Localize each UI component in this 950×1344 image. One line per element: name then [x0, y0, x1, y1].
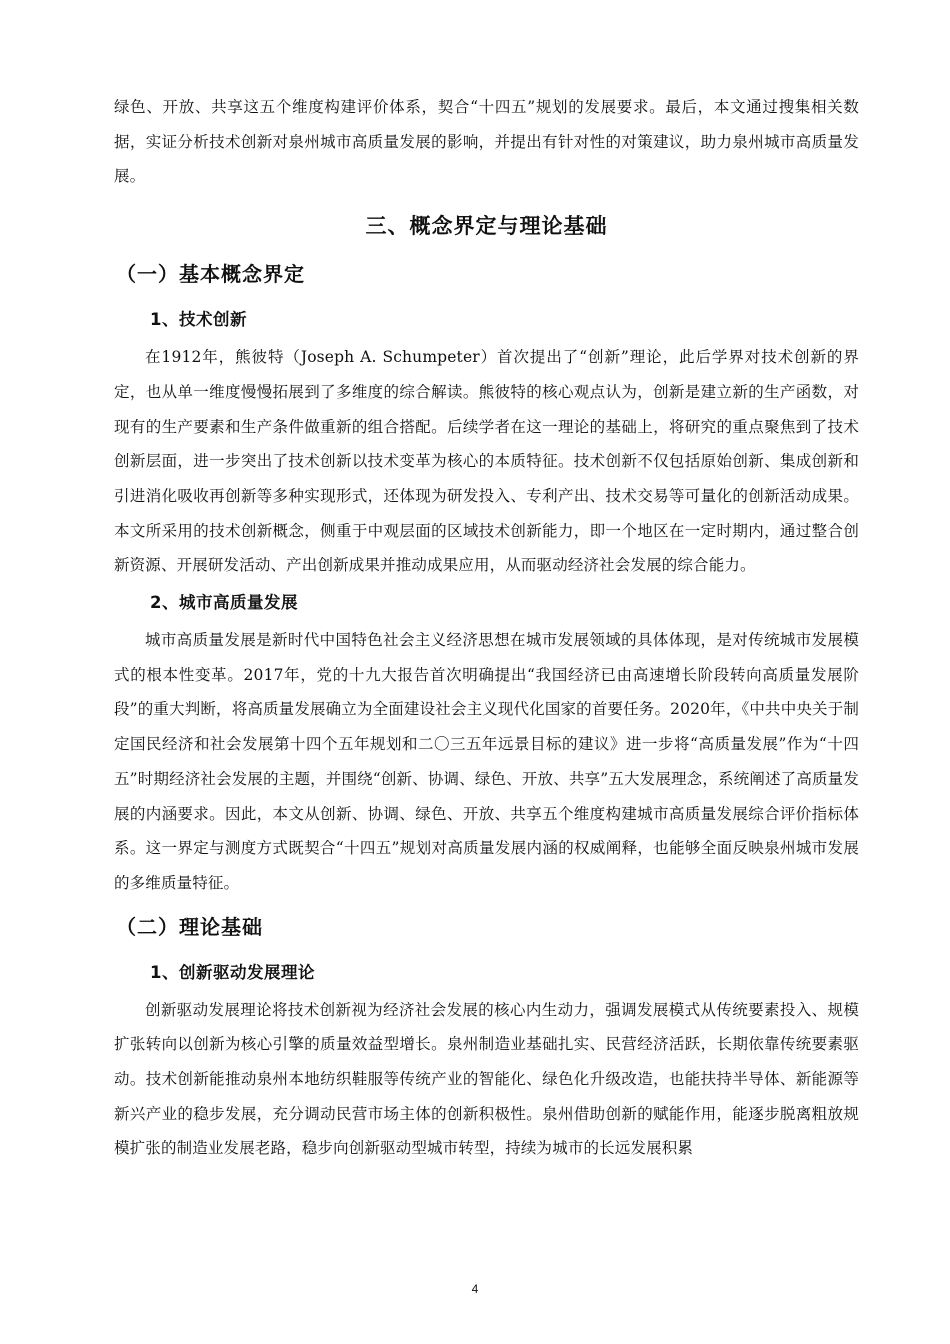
- document-page: [114, 90, 859, 1166]
- paragraph-urban-quality-development: 城市高质量发展是新时代中国特色社会主义经济思想在城市发展领域的具体体现，是对传统城市发展模式的根本性变革。2017年，党的十九大报告首次明确提出“我国经济已由高速增长阶段转向高质量发展阶段”的重大判断，将高质量发展确立为全面建设社会主义现代化国家的首要任务。2020年，《中共中央关于制定国民经济和社会发展第十四个五年规划和二〇三五年远景目标的建议》进一步将“高质量发展”作为“十四五”时期经济社会发展的主题，并围绕“创新、协调、绿色、开放、共享”五大发展理念，系统阐述了高质量发展的内涵要求。因此，本文从创新、协调、绿色、开放、共享五个维度构建城市高质量发展综合评价指标体系。这一界定与测度方式既契合“十四五”规划对高质量发展内涵的权威阐释，也能够全面反映泉州城市发展的多维质量特征。: [114, 631, 859, 892]
- heading-technical-innovation: 1、技术创新: [150, 310, 247, 330]
- heading-innovation-driven-theory: 1、创新驱动发展理论: [150, 962, 315, 982]
- paragraph-technical-innovation: 在1912年，熊彼特（Joseph A. Schumpeter）首次提出了“创新”理论，此后学界对技术创新的界定，也从单一维度慢慢拓展到了多维度的综合解读。熊彼特的核心观点认为，创新是建立新的生产函数，对现有的生产要素和生产条件做重新的组合搭配。后续学者在这一理论的基础上，将研究的重点聚焦到了技术创新层面，进一步突出了技术创新以技术变革为核心的本质特征。技术创新不仅包括原始创新、集成创新和引进消化吸收再创新等多种实现形式，还体现为研发投入、专利产出、技术交易等可量化的创新活动成果。本文所采用的技术创新概念，侧重于中观层面的区域技术创新能力，即一个地区在一定时期内，通过整合创新资源、开展研发活动、产出创新成果并推动成果应用，从而驱动经济社会发展的综合能力。: [114, 348, 859, 575]
- subsection-title-concepts: （一）基本概念界定: [116, 262, 305, 287]
- paragraph-innovation-driven-theory: 创新驱动发展理论将技术创新视为经济社会发展的核心内生动力，强调发展模式从传统要素投入、规模扩张转向以创新为核心引擎的质量效益型增长。泉州制造业基础扎实、民营经济活跃，长期依靠传统要素驱动。技术创新能推动泉州本地纺织鞋服等传统产业的智能化、绿色化升级改造，也能扶持半导体、新能源等新兴产业的稳步发展，充分调动民营市场主体的创新积极性。泉州借助创新的赋能作用，能逐步脱离粗放规模扩张的制造业发展老路，稳步向创新驱动型城市转型，持续为城市的长远发展积累: [114, 1000, 859, 1158]
- section-title: 三、概念界定与理论基础: [365, 214, 608, 239]
- subsection-title-theory: （二）理论基础: [116, 914, 263, 939]
- continuation-paragraph: 绿色、开放、共享这五个维度构建评价体系，契合“十四五”规划的发展要求。最后，本文通过搜集相关数据，实证分析技术创新对泉州城市高质量发展的影响，并提出有针对性的对策建议，助力泉州城市高质量发展。: [114, 98, 859, 186]
- heading-urban-quality-development: 2、城市高质量发展: [150, 593, 298, 613]
- page-number: 4: [471, 1282, 479, 1296]
